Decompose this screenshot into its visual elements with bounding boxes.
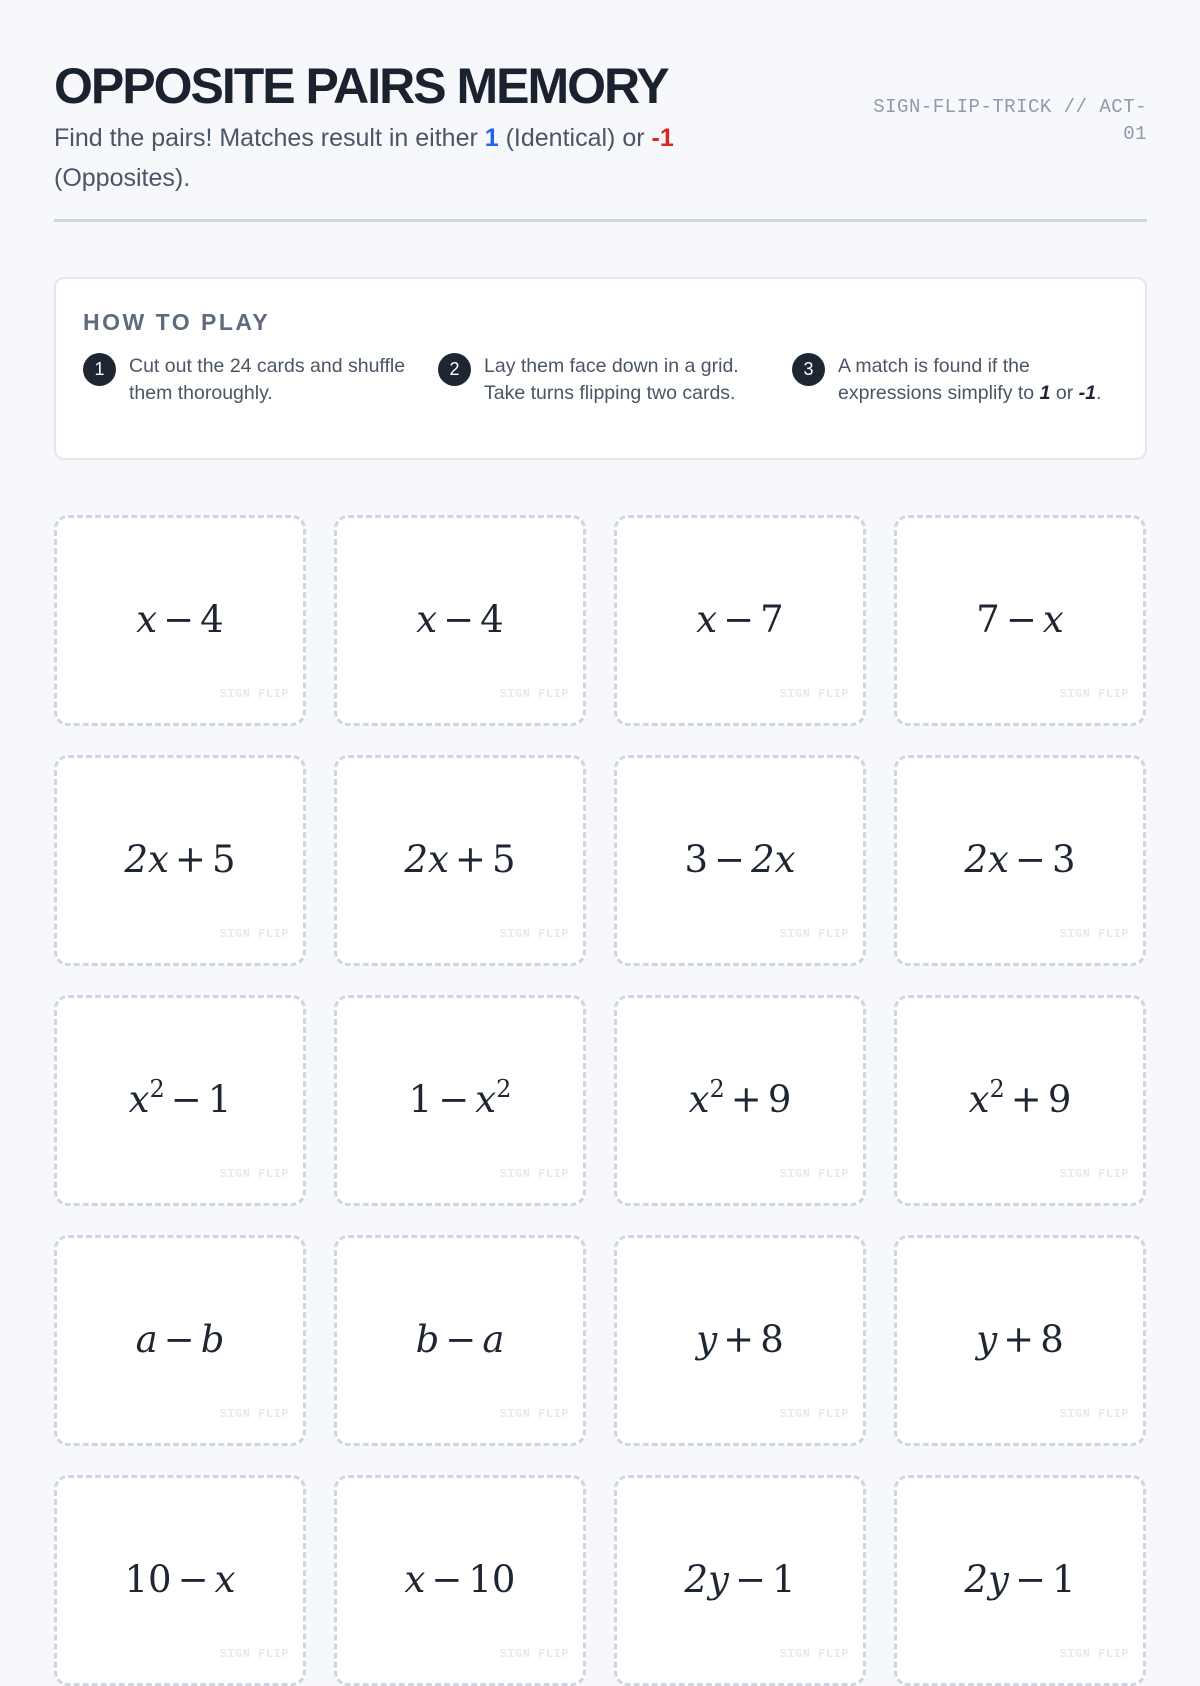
subtitle-text-end: (Opposites). — [54, 164, 191, 192]
expression-term-right: x — [475, 1078, 497, 1121]
card-watermark: SIGN FLIP — [219, 687, 289, 701]
memory-card[interactable] — [614, 1475, 866, 1686]
expression-term-right: 4 — [480, 598, 504, 641]
expression-term-left: 2x — [964, 838, 1009, 881]
expression-term-left: x — [416, 598, 438, 641]
memory-card[interactable] — [54, 1235, 306, 1446]
memory-card[interactable] — [894, 995, 1146, 1206]
expression-term-left: x — [404, 1558, 426, 1601]
card-expression — [617, 1558, 863, 1602]
expression-operator: − — [163, 598, 195, 641]
expression-term-left: 2x — [124, 838, 169, 881]
card-watermark: SIGN FLIP — [219, 1167, 289, 1181]
card-watermark: SIGN FLIP — [499, 1407, 569, 1421]
expression-operator: − — [170, 1078, 202, 1121]
step-emphasis-one: 1 — [1039, 382, 1051, 404]
memory-card[interactable] — [614, 1235, 866, 1446]
expression-term-left: 10 — [124, 1558, 172, 1601]
expression-term-right: 2x — [751, 838, 796, 881]
card-watermark: SIGN FLIP — [499, 1647, 569, 1661]
expression-term-left: 7 — [976, 598, 1000, 641]
expression-operator: − — [445, 1318, 477, 1361]
expression-term-left: 1 — [408, 1078, 433, 1121]
exponent: 2 — [496, 1075, 512, 1103]
expression-term-right: 1 — [771, 1558, 796, 1601]
expression-term-right: 9 — [767, 1078, 792, 1121]
card-expression — [617, 1318, 863, 1362]
card-expression — [337, 598, 583, 642]
memory-card[interactable] — [614, 755, 866, 966]
expression-term-right: 5 — [211, 838, 236, 881]
card-watermark: SIGN FLIP — [499, 1167, 569, 1181]
card-expression — [337, 1558, 583, 1602]
expression-operator: + — [174, 838, 206, 881]
card-expression — [897, 1075, 1143, 1122]
activity-code-line-2: 01 — [1123, 123, 1147, 145]
memory-card[interactable] — [54, 995, 306, 1206]
card-watermark: SIGN FLIP — [219, 1407, 289, 1421]
expression-operator: + — [723, 1318, 755, 1361]
subtitle-text-start: Find the pairs! Matches result in either — [54, 124, 485, 152]
exponent: 2 — [989, 1075, 1005, 1103]
card-watermark: SIGN FLIP — [779, 1647, 849, 1661]
card-expression — [897, 598, 1143, 642]
step-text-middle: or — [1050, 382, 1079, 404]
expression-term-right: b — [200, 1318, 225, 1361]
exponent: 2 — [709, 1075, 725, 1103]
subtitle-opposite-value: -1 — [651, 124, 674, 152]
step-text-end: . — [1095, 382, 1102, 404]
card-watermark: SIGN FLIP — [499, 687, 569, 701]
card-expression — [57, 1318, 303, 1362]
expression-term-left: b — [415, 1318, 440, 1361]
expression-operator: − — [1014, 838, 1046, 881]
card-expression — [617, 598, 863, 642]
expression-term-right: 4 — [200, 598, 224, 641]
expression-term-left: y — [696, 1318, 718, 1361]
expression-operator: − — [177, 1558, 209, 1601]
how-to-play-title: HOW TO PLAY — [83, 309, 271, 335]
step-text: Lay them face down in a grid. Take turns flipping two cards. — [484, 355, 739, 404]
memory-card[interactable] — [54, 515, 306, 726]
memory-card[interactable] — [614, 995, 866, 1206]
step-text-start: A match is found if the expressions simplify to — [838, 355, 1040, 404]
expression-term-left: 3 — [684, 838, 709, 881]
expression-operator: − — [438, 1078, 470, 1121]
step-text — [838, 353, 1118, 407]
card-watermark: SIGN FLIP — [1059, 1647, 1129, 1661]
expression-operator: − — [1014, 1558, 1046, 1601]
card-expression — [337, 838, 583, 882]
expression-term-left: x — [136, 598, 158, 641]
card-expression — [897, 1558, 1143, 1602]
expression-term-left: a — [135, 1318, 158, 1361]
card-expression — [337, 1075, 583, 1122]
memory-card[interactable] — [334, 995, 586, 1206]
expression-term-left: x — [688, 1078, 710, 1121]
expression-term-right: 1 — [207, 1078, 232, 1121]
step-number-badge: 1 — [83, 353, 116, 386]
expression-operator: − — [723, 598, 755, 641]
step-emphasis-neg-one: -1 — [1078, 382, 1096, 404]
expression-term-right: x — [1042, 598, 1064, 641]
expression-term-right: 5 — [491, 838, 516, 881]
card-expression — [57, 598, 303, 642]
memory-card[interactable] — [334, 515, 586, 726]
expression-term-left: x — [696, 598, 718, 641]
expression-term-left: 2x — [404, 838, 449, 881]
memory-card[interactable] — [54, 755, 306, 966]
expression-operator: − — [431, 1558, 463, 1601]
card-expression — [57, 1075, 303, 1122]
memory-card[interactable] — [894, 1235, 1146, 1446]
card-watermark: SIGN FLIP — [499, 927, 569, 941]
expression-term-right: x — [214, 1558, 236, 1601]
card-watermark: SIGN FLIP — [1059, 1167, 1129, 1181]
expression-operator: − — [1005, 598, 1037, 641]
memory-card[interactable] — [894, 1475, 1146, 1686]
expression-term-left: 2y — [684, 1558, 729, 1601]
subtitle-identical-value: 1 — [484, 124, 499, 152]
card-expression — [617, 1075, 863, 1122]
expression-operator: − — [714, 838, 746, 881]
expression-term-left: x — [128, 1078, 150, 1121]
card-expression — [57, 1558, 303, 1602]
step-text: Cut out the 24 cards and shuffle them thoroughly. — [129, 355, 406, 404]
subtitle-text-middle: (Identical) or — [498, 124, 652, 152]
worksheet-page — [54, 0, 1147, 1661]
card-expression — [617, 838, 863, 882]
card-watermark: SIGN FLIP — [779, 1167, 849, 1181]
card-watermark: SIGN FLIP — [1059, 1407, 1129, 1421]
expression-term-right: 7 — [760, 598, 784, 641]
memory-card[interactable] — [334, 1235, 586, 1446]
page-subtitle — [54, 118, 774, 198]
card-watermark: SIGN FLIP — [219, 927, 289, 941]
card-watermark: SIGN FLIP — [1059, 687, 1129, 701]
expression-operator: + — [1003, 1318, 1035, 1361]
card-watermark: SIGN FLIP — [1059, 927, 1129, 941]
how-to-play-box — [54, 277, 1147, 460]
expression-term-left: x — [968, 1078, 990, 1121]
memory-card[interactable] — [334, 755, 586, 966]
expression-operator: + — [1010, 1078, 1042, 1121]
expression-operator: − — [163, 1318, 195, 1361]
activity-code — [857, 94, 1147, 148]
memory-card[interactable] — [334, 1475, 586, 1686]
page-header — [54, 56, 1147, 222]
expression-operator: − — [443, 598, 475, 641]
expression-term-right: 8 — [1040, 1318, 1064, 1361]
expression-term-right: 1 — [1051, 1558, 1076, 1601]
expression-term-right: a — [482, 1318, 505, 1361]
card-watermark: SIGN FLIP — [779, 687, 849, 701]
memory-card[interactable] — [54, 1475, 306, 1686]
expression-operator: + — [730, 1078, 762, 1121]
memory-card[interactable] — [894, 515, 1146, 726]
expression-operator: + — [454, 838, 486, 881]
card-watermark: SIGN FLIP — [219, 1647, 289, 1661]
expression-operator: − — [734, 1558, 766, 1601]
card-expression — [897, 1318, 1143, 1362]
card-expression — [897, 838, 1143, 882]
expression-term-left: y — [976, 1318, 998, 1361]
exponent: 2 — [149, 1075, 165, 1103]
expression-term-left: 2y — [964, 1558, 1009, 1601]
expression-term-right: 3 — [1051, 838, 1076, 881]
expression-term-right: 10 — [468, 1558, 516, 1601]
card-expression — [337, 1318, 583, 1362]
memory-card[interactable] — [614, 515, 866, 726]
step-number-badge: 2 — [438, 353, 471, 386]
expression-term-right: 8 — [760, 1318, 784, 1361]
expression-term-right: 9 — [1047, 1078, 1072, 1121]
card-expression — [57, 838, 303, 882]
step-number-badge: 3 — [792, 353, 825, 386]
page-title: OPPOSITE PAIRS MEMORY — [54, 58, 668, 114]
card-watermark: SIGN FLIP — [779, 1407, 849, 1421]
activity-code-line-1: SIGN-FLIP-TRICK // ACT- — [873, 96, 1147, 118]
card-watermark: SIGN FLIP — [779, 927, 849, 941]
memory-card[interactable] — [894, 755, 1146, 966]
